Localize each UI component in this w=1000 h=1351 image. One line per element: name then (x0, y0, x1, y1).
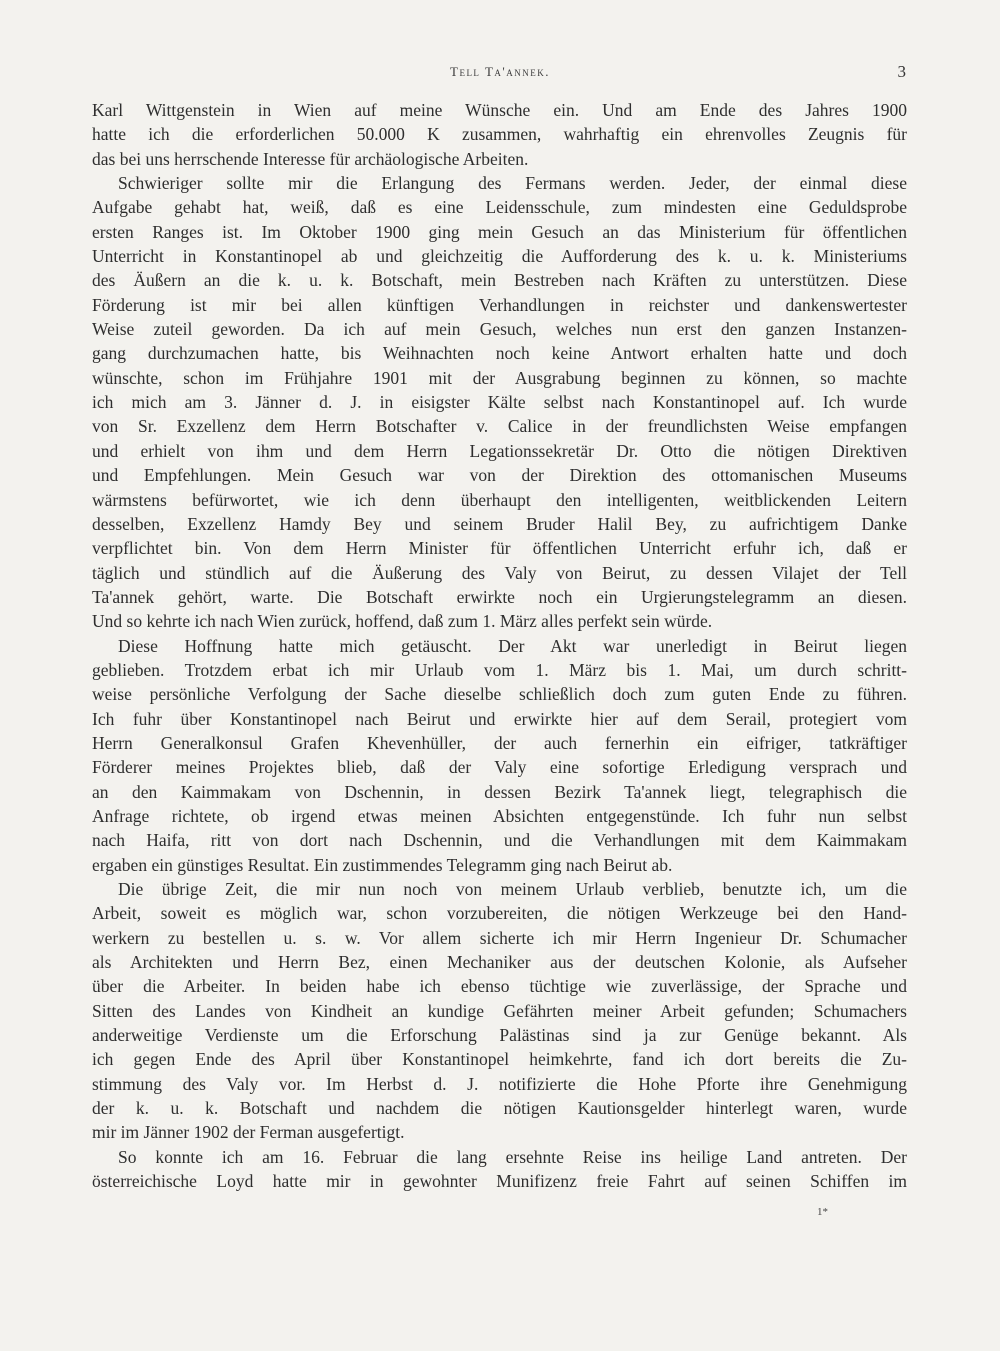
text-line: anderweitige Verdienste um die Erforschung Palästinas sind ja zur Genüge bekannt. Als (92, 1025, 907, 1046)
text-line: ich mich am 3. Jänner d. J. in eisigster Kälte selbst nach Konstantinopel auf. Ich wurde (92, 392, 907, 413)
text-line: gang durchzumachen hatte, bis Weihnachten noch keine Antwort erhalten hatte und doch (92, 343, 907, 364)
text-line: über die Arbeiter. In beiden habe ich ebenso tüchtige wie zuverlässige, der Sprache und (92, 976, 907, 997)
text-line: und Empfehlungen. Mein Gesuch war von der Direktion des ottomanischen Museums (92, 465, 907, 486)
text-line: des Äußern an die k. u. k. Botschaft, mein Bestreben nach Kräften zu unterstützen. Diese (92, 270, 907, 291)
text-line: Arbeit, soweit es möglich war, schon vorzubereiten, die nötigen Werkzeuge bei den Hand- (92, 903, 907, 924)
text-line: ergaben ein günstiges Resultat. Ein zustimmendes Telegramm ging nach Beirut ab. (92, 854, 673, 875)
text-line: an den Kaimmakam von Dschennin, in dessen Bezirk Ta'annek liegt, telegraphisch die (92, 781, 907, 802)
signature-mark: 1* (817, 1206, 828, 1218)
text-line: Weise zuteil geworden. Da ich auf mein Gesuch, welches nun erst den ganzen Instanzen- (92, 319, 907, 340)
text-line: Und so kehrte ich nach Wien zurück, hoffend, daß zum 1. März alles perfekt sein würde. (92, 611, 713, 632)
text-line: hatte ich die erforderlichen 50.000 K zusammen, wahrhaftig ein ehrenvolles Zeugnis für (92, 124, 907, 145)
text-line: Diese Hoffnung hatte mich getäuscht. Der Akt war unerledigt in Beirut liegen (118, 635, 907, 656)
text-line: stimmung des Valy vor. Im Herbst d. J. notifizierte die Hohe Pforte ihre Genehmigung (92, 1073, 907, 1094)
text-line: ersten Ranges ist. Im Oktober 1900 ging mein Gesuch an das Ministerium für öffentlichen (92, 221, 907, 242)
text-line: weise persönliche Verfolgung der Sache dieselbe schließlich doch zum guten Ende zu führen. (92, 684, 907, 705)
running-title: Tell Ta'annek. (450, 64, 550, 79)
text-line: Aufgabe gehabt hat, weiß, daß es eine Leidensschule, zum mindesten eine Geduldsprobe (92, 197, 907, 218)
text-line: wünschte, schon im Frühjahre 1901 mit der Ausgrabung beginnen zu können, so machte (92, 367, 907, 388)
text-line: täglich und stündlich auf die Äußerung des Valy von Beirut, zu dessen Vilajet der Tell (92, 562, 907, 583)
text-line: ich gegen Ende des April über Konstantinopel heimkehrte, fand ich dort bereits die Zu- (92, 1049, 907, 1070)
body-text (92, 98, 907, 1193)
text-line: wärmstens befürwortet, wie ich denn überhaupt den intelligenten, weitblickenden Leitern (92, 489, 907, 510)
text-line: So konnte ich am 16. Februar die lang ersehnte Reise ins heilige Land antreten. Der (118, 1146, 907, 1167)
text-line: verpflichtet bin. Von dem Herrn Minister für öffentlichen Unterricht erfuhr ich, daß er (92, 538, 907, 559)
text-line: Unterricht in Konstantinopel ab und gleichzeitig die Aufforderung des k. u. k. Ministeriums (92, 246, 907, 267)
text-line: als Architekten und Herrn Bez, einen Mechaniker aus der deutschen Kolonie, als Aufseher (92, 952, 907, 973)
running-head (0, 64, 1000, 84)
text-line: geblieben. Trotzdem erbat ich mir Urlaub vom 1. März bis 1. Mai, um durch schritt- (92, 659, 907, 680)
page-number: 3 (897, 62, 906, 81)
text-line: österreichische Loyd hatte mir in gewohnter Munifizenz freie Fahrt auf seinen Schiffen im (92, 1171, 907, 1192)
text-line: Anfrage richtete, ob irgend etwas meinen Absichten entgegenstünde. Ich fuhr nun selbst (92, 805, 907, 826)
text-line: Sitten des Landes von Kindheit an kundige Gefährten meiner Arbeit gefunden; Schumachers (92, 1000, 907, 1021)
text-line: der k. u. k. Botschaft und nachdem die nötigen Kautionsgelder hinterlegt waren, wurde (92, 1098, 907, 1119)
text-line: Förderer meines Projektes blieb, daß der Valy eine sofortige Erledigung versprach und (92, 757, 907, 778)
text-line: Die übrige Zeit, die mir nun noch von meinem Urlaub verblieb, benutzte ich, um die (118, 879, 907, 899)
text-line: Herrn Generalkonsul Grafen Khevenhüller, der auch fernerhin ein eifriger, tatkräftiger (92, 732, 907, 753)
text-line: Förderung ist mir bei allen künftigen Verhandlungen in reichster und dankenswertester (92, 294, 907, 315)
text-line: Schwieriger sollte mir die Erlangung des Fermans werden. Jeder, der einmal diese (118, 173, 907, 194)
text-line: mir im Jänner 1902 der Ferman ausgefertigt. (92, 1122, 405, 1143)
text-line: von Sr. Exzellenz dem Herrn Botschafter v. Calice in der freundlichsten Weise empfangen (92, 416, 907, 437)
text-line: Ta'annek gehört, warte. Die Botschaft erwirkte noch ein Urgierungstelegramm an diesen. (92, 586, 907, 607)
text-line: werkern zu bestellen u. s. w. Vor allem sicherte ich mir Herrn Ingenieur Dr. Schumacher (92, 927, 907, 948)
text-line: Karl Wittgenstein in Wien auf meine Wünsche ein. Und am Ende des Jahres 1900 (92, 100, 907, 120)
text-line: desselben, Exzellenz Hamdy Bey und seinem Bruder Halil Bey, zu aufrichtigem Danke (92, 513, 907, 534)
text-line: und erhielt von ihm und dem Herrn Legationssekretär Dr. Otto die nötigen Direktiven (92, 440, 907, 461)
text-line: das bei uns herrschende Interesse für archäologische Arbeiten. (92, 148, 529, 169)
text-line: nach Haifa, ritt von dort nach Dschennin, und die Verhandlungen mit dem Kaimmakam (92, 830, 907, 851)
text-line: Ich fuhr über Konstantinopel nach Beirut und erwirkte hier auf dem Serail, protegiert vom (92, 708, 907, 729)
